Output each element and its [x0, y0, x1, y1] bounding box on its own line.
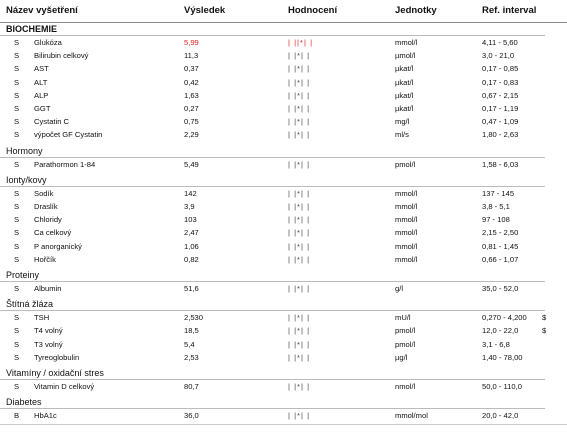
result-value: 0,75	[184, 117, 199, 127]
result-row	[0, 352, 567, 365]
reference-interval: 1,58 - 6,03	[482, 159, 519, 169]
reference-interval: 50,0 - 110,0	[482, 382, 522, 391]
flag-mark: $	[542, 326, 547, 336]
unit: µkat/l	[395, 104, 414, 113]
unit: µg/l	[395, 352, 408, 362]
section-divider	[0, 310, 545, 311]
unit: mmol/l	[395, 241, 418, 251]
sample-type: S	[14, 104, 20, 113]
result-row	[0, 227, 567, 240]
result-value: 51,6	[184, 284, 199, 293]
unit: mmol/l	[395, 254, 418, 264]
result-value: 0,42	[184, 77, 199, 87]
evaluation-scale: | |*| |	[288, 188, 311, 198]
unit: mmol/l	[395, 215, 418, 225]
result-value: 0,27	[184, 104, 199, 113]
evaluation-scale: | ||*| |	[288, 38, 314, 47]
unit: mmol/l	[395, 38, 418, 47]
result-row	[0, 159, 567, 172]
sample-type: S	[14, 352, 20, 362]
test-name: Hořčík	[34, 254, 56, 264]
reference-interval: 4,11 - 5,60	[482, 38, 518, 47]
result-value: 3,9	[184, 202, 195, 211]
test-name: Parathormon 1-84	[34, 159, 96, 169]
unit: µkat/l	[395, 90, 414, 100]
section-title: Ionty/kovy	[6, 174, 47, 185]
result-value: 103	[184, 215, 197, 225]
header-evaluation: Hodnocení	[288, 5, 338, 16]
unit: mmol/l	[395, 228, 418, 238]
evaluation-scale: | |*| |	[288, 51, 311, 61]
reference-interval: 3,0 - 21,0	[482, 51, 515, 61]
evaluation-scale: | |*| |	[288, 130, 311, 140]
unit: g/l	[395, 284, 404, 293]
header-result: Výsledek	[184, 5, 226, 16]
unit: ml/s	[395, 130, 409, 140]
evaluation-scale: | |*| |	[288, 90, 311, 100]
result-row	[0, 214, 567, 227]
result-row	[0, 90, 567, 103]
result-row	[0, 63, 567, 76]
sample-type: S	[14, 77, 20, 87]
test-name: výpočet GF Cystatin	[34, 130, 103, 140]
result-value: 0,82	[184, 254, 199, 264]
result-value: 5,4	[184, 339, 195, 349]
reference-interval: 20,0 - 42,0	[482, 411, 519, 421]
reference-interval: 2,15 - 2,50	[482, 228, 519, 238]
section-title: Štítná žláza	[6, 299, 54, 310]
section-title: BIOCHEMIE	[6, 24, 58, 34]
evaluation-scale: | |*| |	[288, 313, 311, 323]
test-name: Chloridy	[34, 215, 62, 225]
sample-type: S	[14, 313, 20, 323]
test-name: Sodík	[34, 188, 54, 198]
result-value: 80,7	[184, 382, 199, 391]
reference-interval: 35,0 - 52,0	[482, 284, 519, 293]
result-value: 36,0	[184, 411, 199, 421]
sample-type: S	[14, 339, 20, 349]
test-name: Glukóza	[34, 38, 62, 47]
result-row	[0, 325, 567, 338]
reference-interval: 0,17 - 0,83	[482, 77, 519, 87]
test-name: P anorganický	[34, 241, 82, 251]
sample-type: S	[14, 38, 20, 47]
unit: pmol/l	[395, 326, 416, 336]
result-row	[0, 50, 567, 63]
evaluation-scale: | |*| |	[288, 117, 311, 127]
result-value: 1,06	[184, 241, 199, 251]
evaluation-scale: | |*| |	[288, 104, 311, 113]
result-value: 2,47	[184, 228, 199, 238]
sample-type: S	[14, 90, 20, 100]
unit: mU/l	[395, 313, 411, 323]
flag-mark: $	[542, 313, 547, 323]
result-value: 11,3	[184, 51, 199, 61]
test-name: HbA1c	[34, 411, 57, 421]
section-title: Vitamíny / oxidační stres	[6, 368, 104, 378]
reference-interval: 12,0 - 22,0	[482, 326, 519, 336]
reference-interval: 0,17 - 1,19	[482, 104, 519, 113]
result-row	[0, 381, 567, 394]
unit: µkat/l	[395, 77, 414, 87]
result-value: 18,5	[184, 326, 199, 336]
result-row	[0, 116, 567, 129]
section-title: Hormony	[6, 145, 43, 156]
section-divider	[0, 35, 545, 36]
result-row	[0, 241, 567, 254]
result-row	[0, 312, 567, 325]
evaluation-scale: | |*| |	[288, 284, 311, 293]
reference-interval: 137 - 145	[482, 188, 515, 198]
result-row	[0, 129, 567, 142]
evaluation-scale: | |*| |	[288, 202, 311, 211]
reference-interval: 0,47 - 1,09	[482, 117, 519, 127]
result-value: 5,49	[184, 159, 199, 169]
sample-type: S	[14, 215, 20, 225]
test-name: AST	[34, 64, 49, 74]
unit: pmol/l	[395, 159, 416, 169]
result-value: 2,53	[184, 352, 199, 362]
section-title: Diabetes	[6, 397, 42, 408]
evaluation-scale: | |*| |	[288, 382, 311, 391]
sample-type: S	[14, 159, 20, 169]
result-value: 5,99	[184, 38, 199, 47]
result-value: 0,37	[184, 64, 199, 74]
sample-type: S	[14, 254, 20, 264]
reference-interval: 3,8 - 5,1	[482, 202, 510, 211]
section-divider	[0, 281, 545, 282]
sample-type: S	[14, 284, 20, 293]
reference-interval: 0,270 - 4,200	[482, 313, 527, 323]
result-value: 2,530	[184, 313, 204, 323]
test-name: T3 volný	[34, 339, 63, 349]
evaluation-scale: | |*| |	[288, 215, 311, 225]
reference-interval: 97 - 108	[482, 215, 510, 225]
result-row	[0, 77, 567, 90]
result-row	[0, 254, 567, 267]
reference-interval: 0,67 - 2,15	[482, 90, 519, 100]
unit: mg/l	[395, 117, 410, 127]
result-row	[0, 188, 567, 201]
sample-type: S	[14, 228, 20, 238]
reference-interval: 0,17 - 0,85	[482, 64, 519, 74]
result-row	[0, 37, 567, 50]
unit: mmol/mol	[395, 411, 428, 421]
unit: pmol/l	[395, 339, 416, 349]
evaluation-scale: | |*| |	[288, 159, 311, 169]
test-name: ALT	[34, 77, 48, 87]
reference-interval: 0,81 - 1,45	[482, 241, 519, 251]
sample-type: S	[14, 202, 20, 211]
result-value: 142	[184, 188, 197, 198]
result-row	[0, 339, 567, 352]
test-name: Bilirubin celkový	[34, 51, 89, 61]
result-row	[0, 103, 567, 116]
test-name: Ca celkový	[34, 228, 72, 238]
evaluation-scale: | |*| |	[288, 352, 311, 362]
sample-type: S	[14, 130, 20, 140]
test-name: GGT	[34, 104, 51, 113]
result-row	[0, 410, 567, 423]
section-divider	[0, 379, 545, 380]
test-name: Vitamin D celkový	[34, 382, 95, 391]
sample-type: S	[14, 241, 20, 251]
section-divider	[0, 157, 545, 158]
unit: nmol/l	[395, 382, 416, 391]
test-name: Draslík	[34, 202, 58, 211]
test-name: ALP	[34, 90, 49, 100]
result-value: 1,63	[184, 90, 199, 100]
sample-type: S	[14, 326, 20, 336]
test-name: T4 volný	[34, 326, 63, 336]
header-ref: Ref. interval	[482, 5, 537, 16]
result-value: 2,29	[184, 130, 199, 140]
sample-type: S	[14, 382, 20, 391]
evaluation-scale: | |*| |	[288, 64, 311, 74]
sample-type: S	[14, 117, 20, 127]
evaluation-scale: | |*| |	[288, 228, 311, 238]
table-header	[0, 0, 567, 23]
test-name: Cystatin C	[34, 117, 70, 127]
result-row	[0, 283, 567, 296]
unit: µmol/l	[395, 51, 416, 61]
reference-interval: 1,80 - 2,63	[482, 130, 519, 140]
sample-type: B	[14, 411, 20, 421]
reference-interval: 0,66 - 1,07	[482, 254, 519, 264]
reference-interval: 1,40 - 78,00	[482, 352, 523, 362]
section-divider	[0, 186, 545, 187]
unit: µkat/l	[395, 64, 414, 74]
test-name: TSH	[34, 313, 50, 323]
unit: mmol/l	[395, 188, 418, 198]
evaluation-scale: | |*| |	[288, 339, 311, 349]
evaluation-scale: | |*| |	[288, 254, 311, 264]
header-name: Název vyšetření	[6, 5, 78, 16]
evaluation-scale: | |*| |	[288, 241, 311, 251]
evaluation-scale: | |*| |	[288, 77, 311, 87]
result-row	[0, 201, 567, 214]
section-divider	[0, 408, 545, 409]
sample-type: S	[14, 64, 20, 74]
section-title: Proteiny	[6, 270, 40, 280]
header-units: Jednotky	[395, 5, 437, 16]
test-name: Albumin	[34, 284, 62, 293]
sample-type: S	[14, 51, 20, 61]
reference-interval: 3,1 - 6,8	[482, 339, 510, 349]
test-name: Tyreoglobulin	[34, 352, 80, 362]
unit: mmol/l	[395, 202, 418, 211]
sample-type: S	[14, 188, 20, 198]
evaluation-scale: | |*| |	[288, 326, 311, 336]
evaluation-scale: | |*| |	[288, 411, 311, 421]
